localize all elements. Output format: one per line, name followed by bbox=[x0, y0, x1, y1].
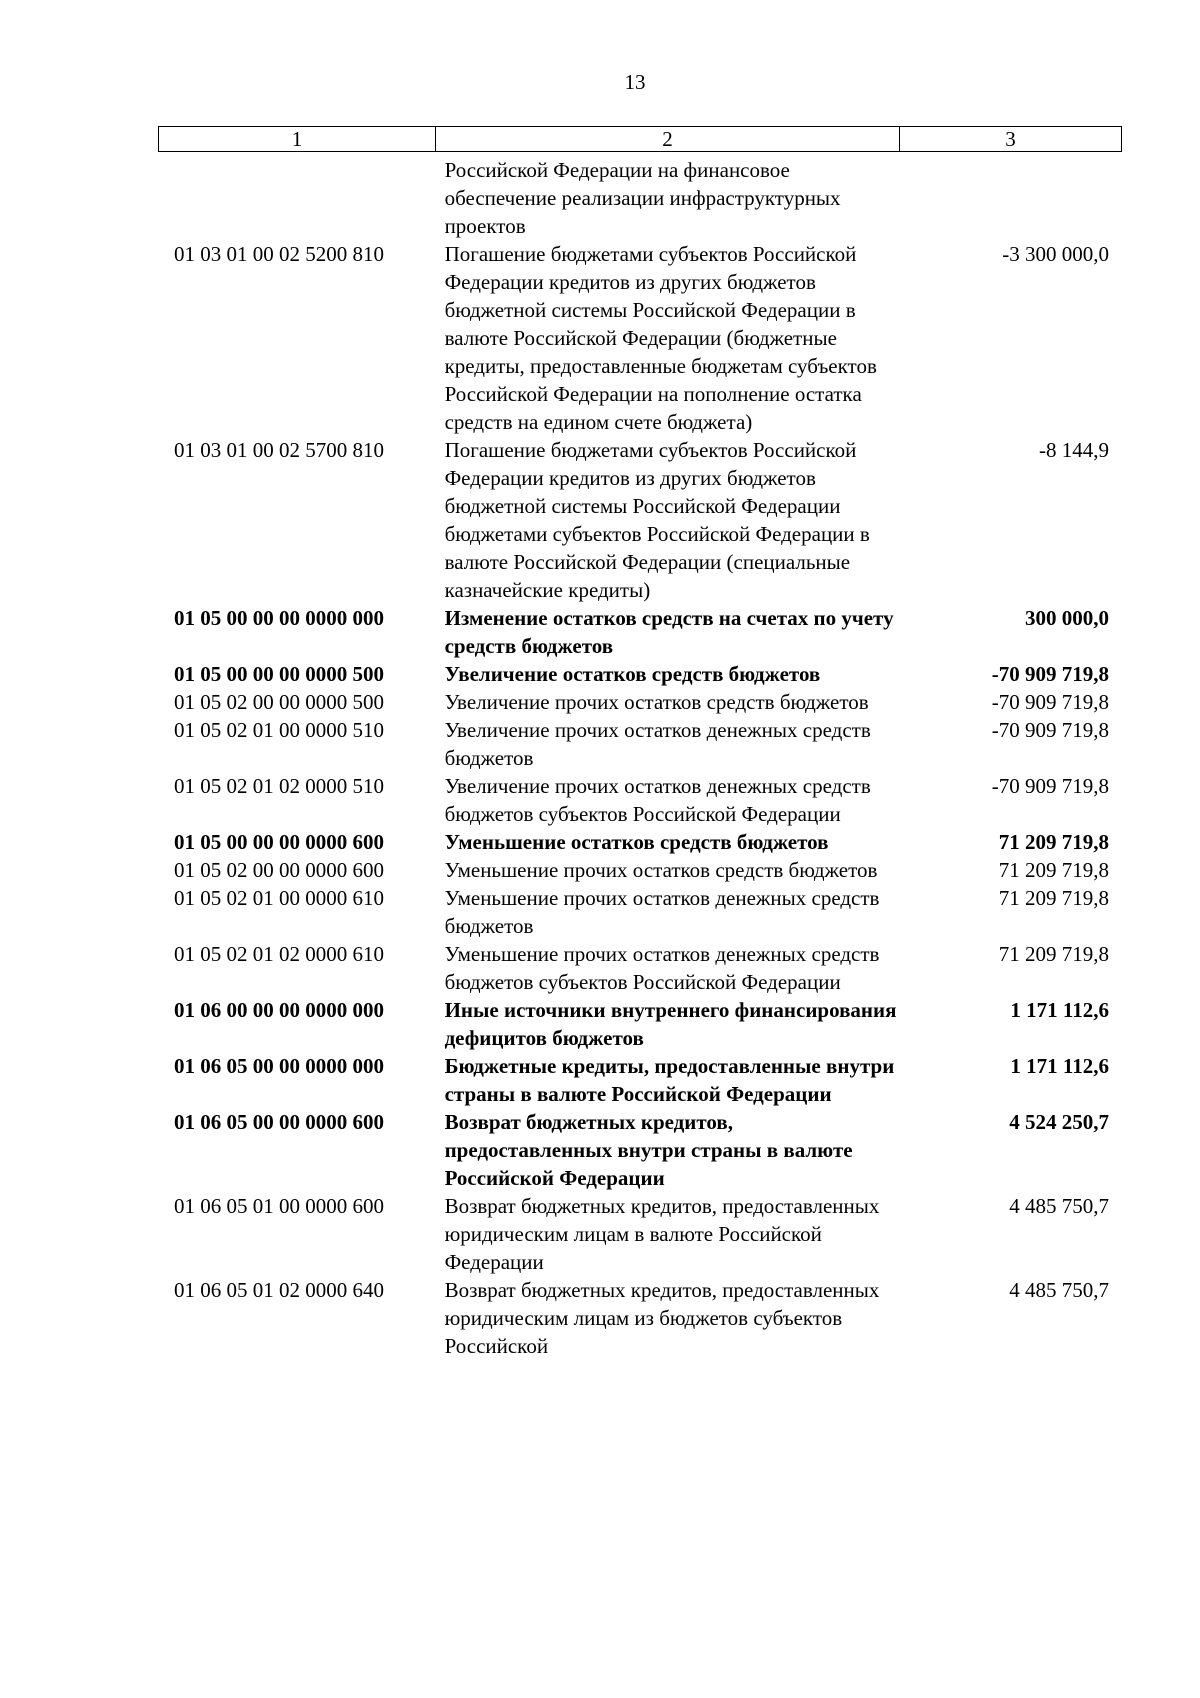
table-row bbox=[158, 1052, 1120, 1108]
item-name: Уменьшение прочих остатков денежных средств бюджетов субъектов Российской Федерации bbox=[444, 942, 880, 994]
classification-code: 01 06 05 00 00 0000 000 bbox=[174, 1054, 384, 1078]
item-amount: 71 209 719,8 bbox=[998, 830, 1109, 854]
item-name: Иные источники внутреннего финансирования дефицитов бюджетов bbox=[444, 998, 897, 1050]
table-row bbox=[158, 156, 1120, 240]
table-row bbox=[158, 856, 1120, 884]
table-row bbox=[158, 660, 1120, 688]
table-row bbox=[158, 772, 1120, 828]
classification-code: 01 05 00 00 00 0000 600 bbox=[174, 830, 384, 854]
item-amount: 1 171 112,6 bbox=[1010, 998, 1109, 1022]
item-name: Изменение остатков средств на счетах по учету средств бюджетов bbox=[444, 606, 894, 658]
item-name: Возврат бюджетных кредитов, предоставленных внутри страны в валюте Российской Федерации bbox=[444, 1110, 853, 1190]
classification-code: 01 05 02 00 00 0000 600 bbox=[174, 858, 384, 882]
item-name: Погашение бюджетами субъектов Российской Федерации кредитов из других бюджетов бюджетной системы Российской Федерации бюджетами субъектов Российской Федерации в валюте Российской Федерации (специальные казначейские кредиты) bbox=[444, 438, 870, 602]
classification-code: 01 06 00 00 00 0000 000 bbox=[174, 998, 384, 1022]
item-name: Увеличение прочих остатков денежных средств бюджетов субъектов Российской Федерации bbox=[444, 774, 871, 826]
item-amount: 71 209 719,8 bbox=[998, 858, 1109, 882]
table-row bbox=[158, 1108, 1120, 1192]
item-amount: -3 300 000,0 bbox=[1002, 242, 1109, 266]
item-amount bbox=[899, 156, 1120, 240]
column-header-3: 3 bbox=[900, 127, 1122, 152]
page-number: 13 bbox=[624, 70, 646, 94]
item-name: Бюджетные кредиты, предоставленные внутри страны в валюте Российской Федерации bbox=[444, 1054, 895, 1106]
classification-code: 01 05 02 01 00 0000 610 bbox=[174, 886, 384, 910]
classification-code bbox=[158, 156, 435, 240]
table-row bbox=[158, 604, 1120, 660]
classification-code: 01 05 02 00 00 0000 500 bbox=[174, 690, 384, 714]
classification-code: 01 06 05 01 02 0000 640 bbox=[174, 1278, 384, 1302]
table-row bbox=[158, 716, 1120, 772]
table-row bbox=[158, 1276, 1120, 1360]
classification-code: 01 05 02 01 02 0000 510 bbox=[174, 774, 384, 798]
table-row bbox=[158, 1192, 1120, 1276]
item-name: Уменьшение прочих остатков денежных средств бюджетов bbox=[444, 886, 880, 938]
item-amount: 4 524 250,7 bbox=[1009, 1110, 1109, 1134]
item-amount: 1 171 112,6 bbox=[1010, 1054, 1109, 1078]
classification-code: 01 06 05 00 00 0000 600 bbox=[174, 1110, 384, 1134]
item-amount: 300 000,0 bbox=[1025, 606, 1109, 630]
item-amount: -70 909 719,8 bbox=[991, 662, 1109, 686]
table-row bbox=[158, 996, 1120, 1052]
classification-code: 01 05 02 01 02 0000 610 bbox=[174, 942, 384, 966]
table-row bbox=[158, 828, 1120, 856]
item-amount: 4 485 750,7 bbox=[1009, 1278, 1109, 1302]
item-name: Увеличение прочих остатков средств бюджетов bbox=[444, 690, 869, 714]
item-amount: -70 909 719,8 bbox=[991, 718, 1109, 742]
item-name: Уменьшение прочих остатков средств бюджетов bbox=[444, 858, 878, 882]
column-header-row bbox=[159, 127, 1122, 152]
item-amount: 71 209 719,8 bbox=[998, 886, 1109, 910]
item-amount: -70 909 719,8 bbox=[991, 690, 1109, 714]
item-amount: 4 485 750,7 bbox=[1009, 1194, 1109, 1218]
item-name: Уменьшение остатков средств бюджетов bbox=[444, 830, 829, 854]
table-row bbox=[158, 240, 1120, 436]
column-header-1: 1 bbox=[159, 127, 436, 152]
classification-code: 01 05 00 00 00 0000 500 bbox=[174, 662, 384, 686]
column-header-table bbox=[158, 126, 1122, 152]
item-name: Возврат бюджетных кредитов, предоставленных юридическим лицам в валюте Российской Федерации bbox=[444, 1194, 880, 1274]
classification-code: 01 03 01 00 02 5700 810 bbox=[174, 438, 384, 462]
column-header-2: 2 bbox=[436, 127, 900, 152]
classification-code: 01 05 02 01 00 0000 510 bbox=[174, 718, 384, 742]
budget-sources-table bbox=[158, 156, 1120, 1360]
item-name: Возврат бюджетных кредитов, предоставленных юридическим лицам из бюджетов субъектов Российской bbox=[444, 1278, 880, 1358]
item-name: Погашение бюджетами субъектов Российской Федерации кредитов из других бюджетов бюджетной системы Российской Федерации в валюте Российской Федерации (бюджетные кредиты, предоставленные бюджетам субъектов Российской Федерации на пополнение остатка средств на едином счете бюджета) bbox=[444, 242, 877, 434]
item-name: Увеличение остатков средств бюджетов bbox=[444, 662, 821, 686]
table-row bbox=[158, 688, 1120, 716]
classification-code: 01 03 01 00 02 5200 810 bbox=[174, 242, 384, 266]
item-name: Российской Федерации на финансовое обеспечение реализации инфраструктурных проектов bbox=[444, 158, 841, 238]
classification-code: 01 05 00 00 00 0000 000 bbox=[174, 606, 384, 630]
classification-code: 01 06 05 01 00 0000 600 bbox=[174, 1194, 384, 1218]
table-row bbox=[158, 436, 1120, 604]
table-row bbox=[158, 940, 1120, 996]
item-amount: -70 909 719,8 bbox=[991, 774, 1109, 798]
table-row bbox=[158, 884, 1120, 940]
item-name: Увеличение прочих остатков денежных средств бюджетов bbox=[444, 718, 871, 770]
budget-sources-rows bbox=[158, 156, 1120, 1360]
item-amount: -8 144,9 bbox=[1039, 438, 1109, 462]
item-amount: 71 209 719,8 bbox=[998, 942, 1109, 966]
